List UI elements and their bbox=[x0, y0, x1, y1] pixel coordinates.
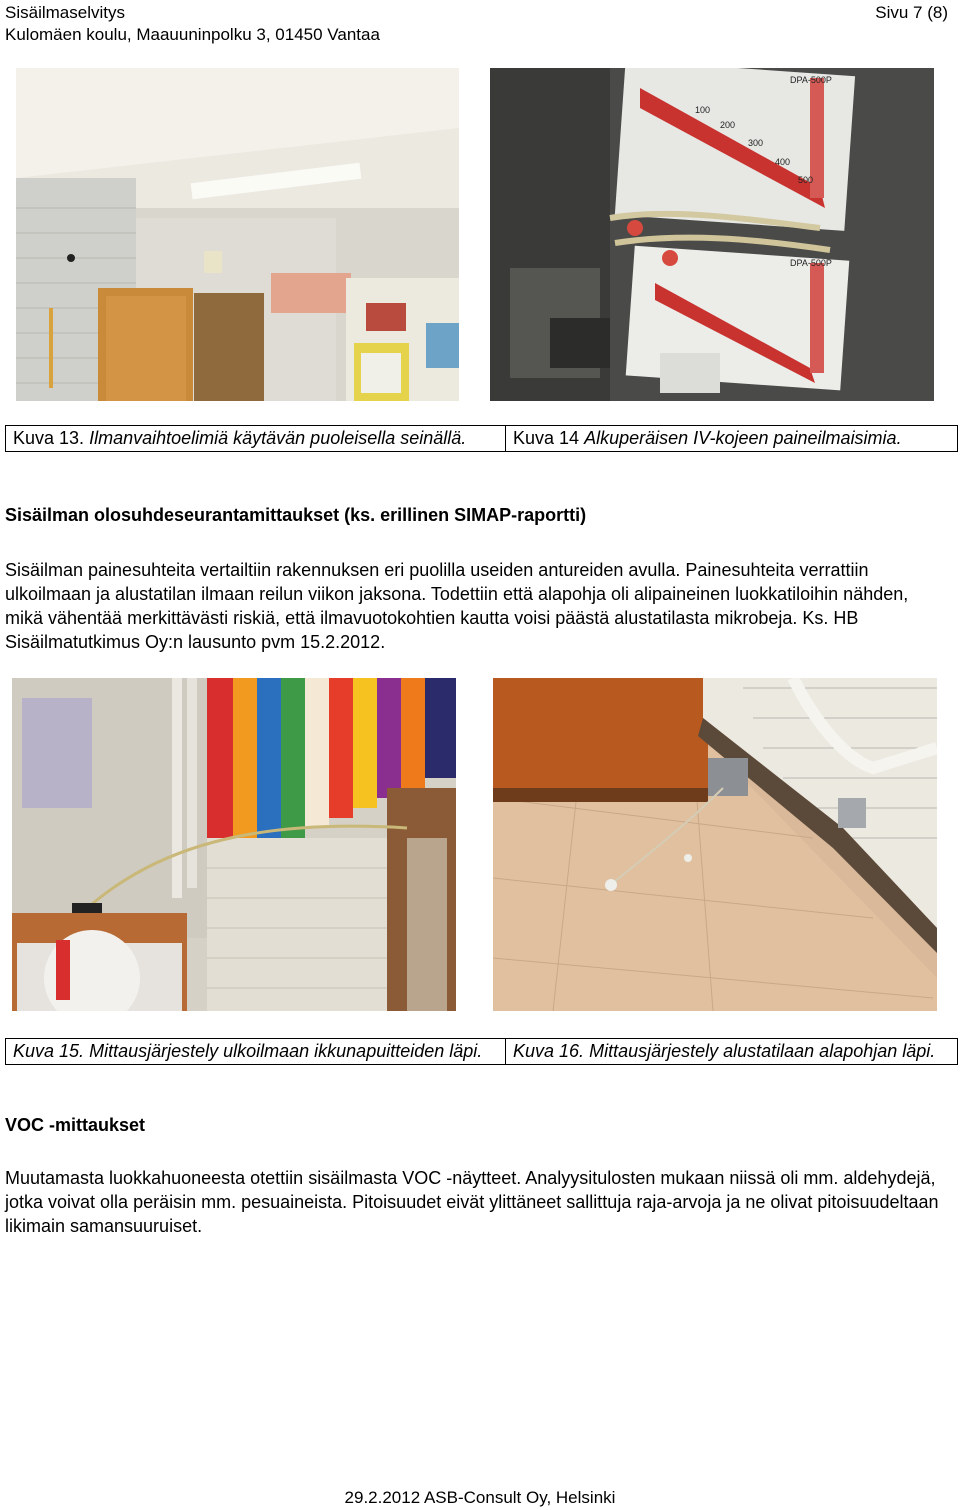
caption-14 bbox=[506, 426, 958, 452]
header-left bbox=[5, 2, 380, 46]
gauge-bottom-model: DPA-500P bbox=[790, 258, 832, 268]
photo-pressure-gauges bbox=[490, 68, 934, 401]
caption-16 bbox=[506, 1039, 958, 1065]
document-title: Sisäilmaselvitys bbox=[5, 3, 125, 22]
caption-15-text: Mittausjärjestely ulkoilmaan ikkunapuitteiden läpi. bbox=[89, 1041, 483, 1061]
section-voc-paragraph: Muutamasta luokkahuoneesta otettiin sisäilmasta VOC -näytteet. Analyysitulosten mukaan niissä oli mm. aldehydejä, jotka voivat olla peräisin mm. pesuaineista. Pitoisuudet eivät ylittäneet sallittuja raja-arvoja ja ne olivat pitoisuudeltaan likimain samansuuruiset. bbox=[5, 1168, 939, 1236]
caption-15 bbox=[6, 1039, 506, 1065]
gauge-tick-label: 200 bbox=[720, 120, 736, 130]
section-voc-heading: VOC -mittaukset bbox=[5, 1115, 146, 1135]
section-pressure-paragraph: Sisäilman painesuhteita vertailtiin rakennuksen eri puolilla useiden antureiden avulla. Painesuhteita verrattiin ulkoilmaan ja alustatilan ilmaan reilun viikon jaksona. Todettiin että alapohja oli alipaineinen luokkatiloihin nähden, mikä vähentää merkittävästi riskiä, että ilmavuotokohtien kautta voisi päästä alustatilasta mikrobeja. Ks. HB Sisäilmatutkimus Oy:n lausunto pvm 15.2.2012. bbox=[5, 560, 909, 652]
caption-table-2 bbox=[5, 1038, 958, 1065]
caption-16-label: Kuva 16. bbox=[513, 1041, 585, 1061]
photo-window-measurement bbox=[12, 678, 456, 1011]
caption-table-1 bbox=[5, 425, 958, 452]
caption-14-label: Kuva 14 bbox=[513, 428, 580, 448]
gauge-top-model: DPA-500P bbox=[790, 75, 832, 85]
photo-subfloor-measurement bbox=[493, 678, 937, 1011]
gauge-tick-label: 300 bbox=[748, 138, 764, 148]
document-address: Kulomäen koulu, Maauuninpolku 3, 01450 Vantaa bbox=[5, 25, 380, 44]
gauge-tick-label: 100 bbox=[695, 105, 711, 115]
photo-corridor-vents bbox=[16, 68, 459, 401]
section-pressure-heading: Sisäilman olosuhdeseurantamittaukset (ks. erillinen SIMAP-raportti) bbox=[5, 505, 587, 525]
caption-14-text: Alkuperäisen IV-kojeen paineilmaisimia. bbox=[584, 428, 902, 448]
page-number: Sivu 7 (8) bbox=[875, 3, 948, 22]
caption-13-text: Ilmanvaihtoelimiä käytävän puoleisella seinällä. bbox=[89, 428, 467, 448]
caption-13-label: Kuva 13. bbox=[13, 428, 85, 448]
gauge-tick-label: 400 bbox=[775, 157, 791, 167]
caption-15-label: Kuva 15. bbox=[13, 1041, 85, 1061]
gauge-tick-label: 500 bbox=[798, 175, 814, 185]
caption-16-text: Mittausjärjestely alustatilaan alapohjan läpi. bbox=[589, 1041, 936, 1061]
page-footer: 29.2.2012 ASB-Consult Oy, Helsinki bbox=[344, 1488, 616, 1507]
caption-13 bbox=[6, 426, 506, 452]
